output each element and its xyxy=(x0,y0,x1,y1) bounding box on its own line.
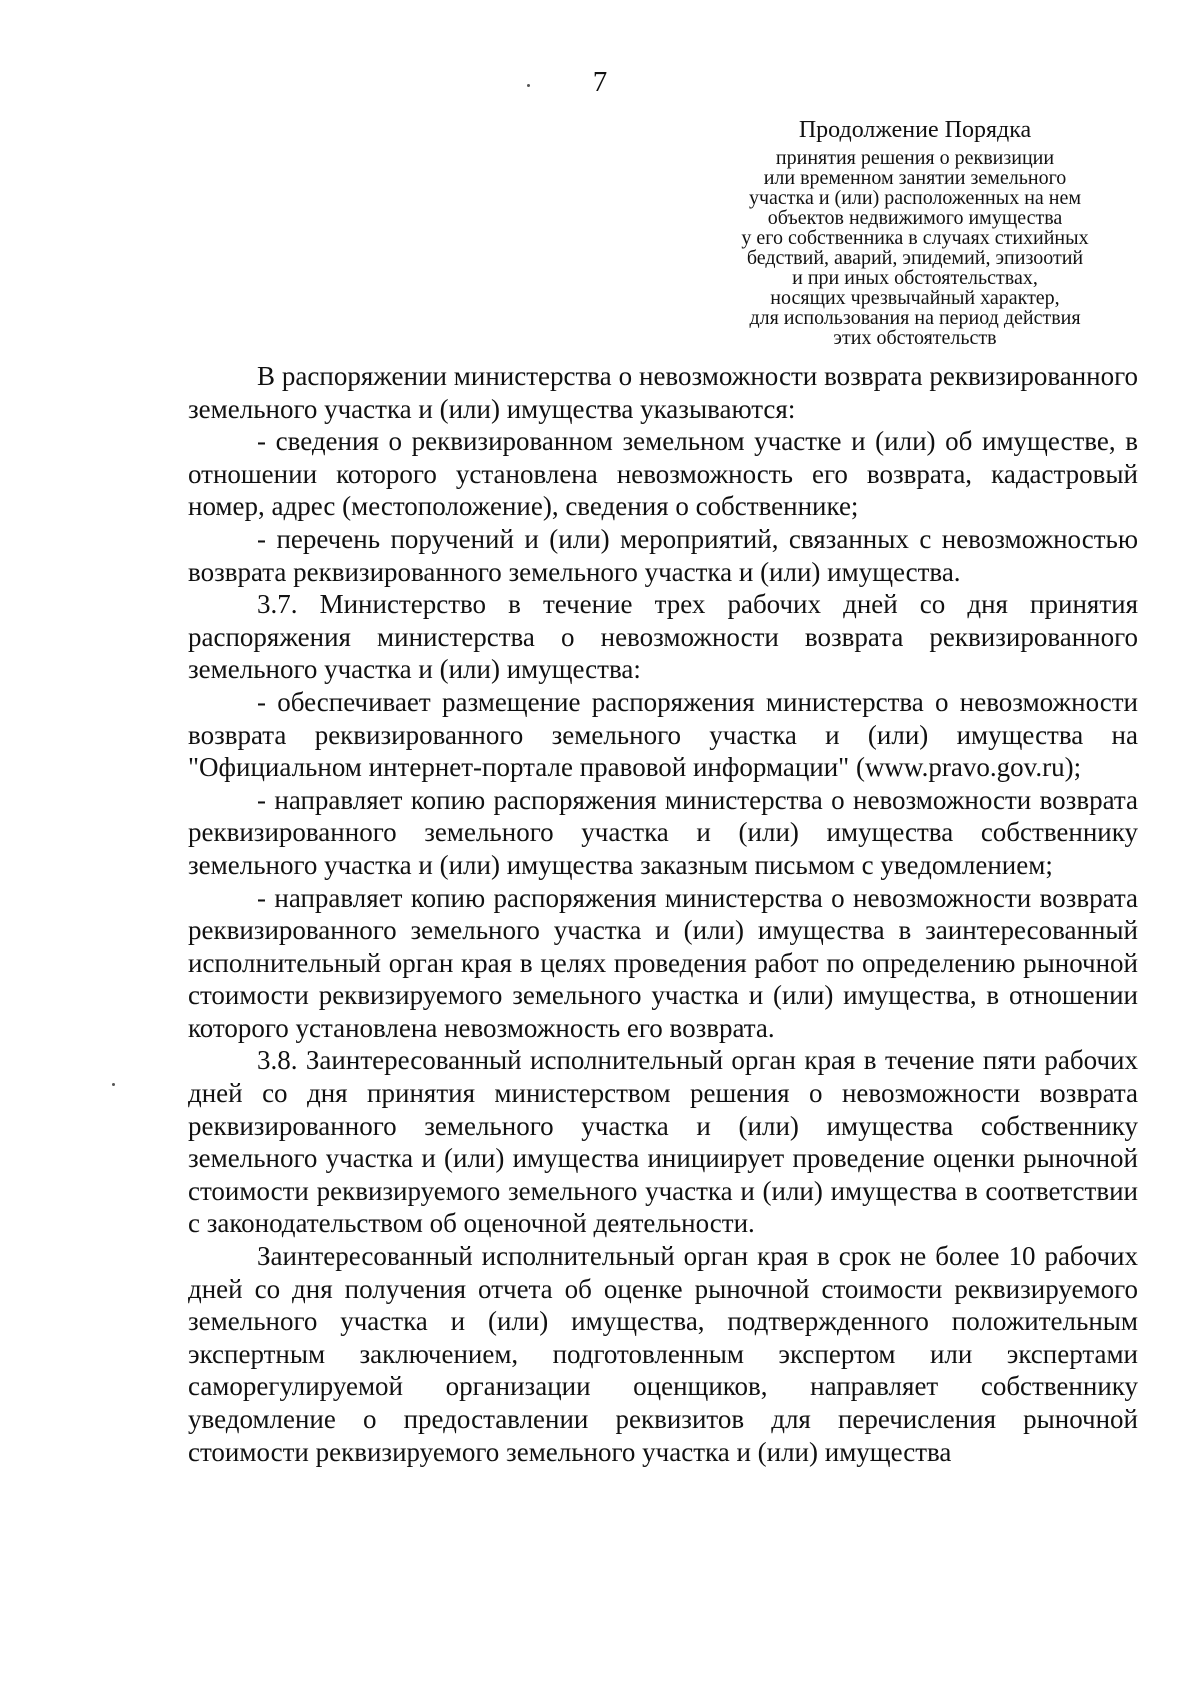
header-lines xyxy=(685,148,1145,348)
paragraph: - сведения о реквизированном земельном участке и (или) об имуществе, в отношении которого установлена невозможность его возврата, кадастровый номер, адрес (местоположение), сведения о собственнике; xyxy=(188,426,1138,522)
header-line: участка и (или) расположенных на нем xyxy=(748,187,1082,209)
header-line: для использования на период действия xyxy=(749,307,1081,329)
paragraph: - обеспечивает размещение распоряжения министерства о невозможности возврата реквизированного земельного участка и (или) имущества на "Официальном интернет-портале правовой информации" (www.pravo.gov.ru); xyxy=(188,686,1138,783)
paragraph: Заинтересованный исполнительный орган края в срок не более 10 рабочих дней со дня получения отчета об оценке рыночной стоимости реквизируемого земельного участка и (или) имущества, подтвержденного положительным экспертным заключением, подготовленным экспертом или экспертами саморегулируемой организации оценщиков, направляет собственнику уведомление о предоставлении реквизитов для перечисления рыночной стоимости реквизируемого земельного участка и (или) имущества xyxy=(188,1241,1138,1467)
paragraph: 3.7. Министерство в течение трех рабочих дней со дня принятия распоряжения министерства о невозможности возврата реквизированного земельного участка и (или) имущества: xyxy=(188,589,1138,685)
paragraph: - перечень поручений и (или) мероприятий, связанных с невозможностью возврата реквизированного земельного участка и (или) имущества. xyxy=(188,523,1138,587)
header-line: этих обстоятельств xyxy=(833,327,997,349)
body-text xyxy=(188,360,1138,1468)
paragraph: - направляет копию распоряжения министерства о невозможности возврата реквизированного земельного участка и (или) имущества собственнику земельного участка и (или) имущества заказным письмом с уведомлением; xyxy=(188,784,1138,880)
page-number: 7 xyxy=(592,66,608,98)
header-line: принятия решения о реквизиции xyxy=(775,147,1055,169)
header-block xyxy=(685,116,1145,348)
header-line: или временном занятии земельного xyxy=(763,167,1067,189)
header-title: Продолжение Порядка xyxy=(798,117,1032,143)
scan-speck xyxy=(112,1083,115,1086)
header-line: объектов недвижимого имущества xyxy=(767,207,1063,229)
paragraph: 3.8. Заинтересованный исполнительный орган края в течение пяти рабочих дней со дня принятия министерством решения о невозможности возврата реквизированного земельного участка и (или) имущества собственнику земельного участка и (или) имущества инициирует проведение оценки рыночной стоимости реквизируемого земельного участка и (или) имущества в соответствии с законодательством об оценочной деятельности. xyxy=(188,1045,1138,1239)
header-line: бедствий, аварий, эпидемий, эпизоотий xyxy=(746,247,1084,269)
paragraph: - направляет копию распоряжения министерства о невозможности возврата реквизированного земельного участка и (или) имущества в заинтересованный исполнительный орган края в целях проведения работ по определению рыночной стоимости реквизируемого земельного участка и (или) имущества, в отношении которого установлена невозможность его возврата. xyxy=(188,882,1138,1043)
header-line: и при иных обстоятельствах, xyxy=(792,267,1038,289)
scan-speck xyxy=(527,84,530,87)
header-line: носящих чрезвычайный характер, xyxy=(770,287,1060,309)
paragraph: В распоряжении министерства о невозможности возврата реквизированного земельного участка и (или) имущества указываются: xyxy=(188,361,1138,424)
header-line: у его собственника в случаях стихийных xyxy=(741,227,1089,249)
